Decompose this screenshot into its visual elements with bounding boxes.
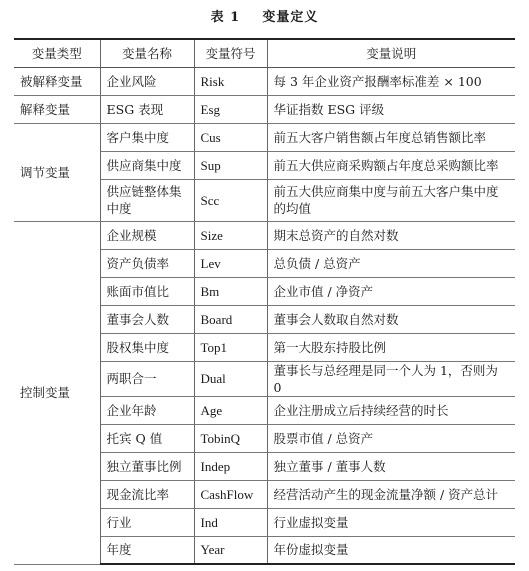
variable-name-cell: 账面市值比 [100, 277, 194, 305]
variable-description-cell: 企业市值 / 净资产 [267, 277, 515, 305]
table-row [14, 67, 515, 95]
variable-name-cell: 客户集中度 [100, 123, 194, 151]
variable-name-cell: ESG 表现 [100, 95, 194, 123]
variable-name-cell: 股权集中度 [100, 333, 194, 361]
header-variable-description: 变量说明 [267, 39, 515, 67]
variable-symbol-cell: Risk [194, 67, 267, 95]
variable-symbol-cell: Indep [194, 452, 267, 480]
category-cell: 控制变量 [14, 221, 100, 564]
variable-name-cell: 两职合一 [100, 361, 194, 396]
variable-symbol-cell: Bm [194, 277, 267, 305]
variable-name-cell: 供应商集中度 [100, 151, 194, 179]
variable-description-cell: 总负债 / 总资产 [267, 249, 515, 277]
variable-symbol-cell: Lev [194, 249, 267, 277]
variable-name-cell: 董事会人数 [100, 305, 194, 333]
variable-description-cell: 华证指数 ESG 评级 [267, 95, 515, 123]
variable-symbol-cell: TobinQ [194, 424, 267, 452]
variable-description-cell: 前五大供应商采购额占年度总采购额比率 [267, 151, 515, 179]
variable-description-cell: 股票市值 / 总资产 [267, 424, 515, 452]
header-variable-symbol: 变量符号 [194, 39, 267, 67]
variable-symbol-cell: CashFlow [194, 480, 267, 508]
variable-symbol-cell: Scc [194, 179, 267, 221]
variable-description-cell: 董事长与总经理是同一个人为 1，否则为 0 [267, 361, 515, 396]
variable-description-cell: 经营活动产生的现金流量净额 / 资产总计 [267, 480, 515, 508]
header-category: 变量类型 [14, 39, 100, 67]
table-row [14, 221, 515, 249]
table-title: 变量定义 [262, 10, 319, 25]
header-variable-name: 变量名称 [100, 39, 194, 67]
variable-name-cell: 资产负债率 [100, 249, 194, 277]
variable-symbol-cell: Ind [194, 508, 267, 536]
variable-symbol-cell: Top1 [194, 333, 267, 361]
category-cell: 解释变量 [14, 95, 100, 123]
variable-symbol-cell: Age [194, 396, 267, 424]
variable-description-cell: 年份虚拟变量 [267, 536, 515, 564]
variable-name-cell: 企业年龄 [100, 396, 194, 424]
variable-description-cell: 董事会人数取自然对数 [267, 305, 515, 333]
variable-symbol-cell: Esg [194, 95, 267, 123]
category-cell: 被解释变量 [14, 67, 100, 95]
variable-description-cell: 前五大供应商集中度与前五大客户集中度的均值 [267, 179, 515, 221]
variable-description-cell: 独立董事 / 董事人数 [267, 452, 515, 480]
variable-description-cell: 期末总资产的自然对数 [267, 221, 515, 249]
variable-description-cell: 每 3 年企业资产报酬率标准差 × 100 [267, 67, 515, 95]
table-header [14, 39, 515, 67]
variable-description-cell: 第一大股东持股比例 [267, 333, 515, 361]
table-number: 表 1 [210, 10, 241, 25]
variable-name-cell: 独立董事比例 [100, 452, 194, 480]
variable-symbol-cell: Dual [194, 361, 267, 396]
variable-definition-table [14, 38, 515, 565]
variable-name-cell: 现金流比率 [100, 480, 194, 508]
variable-name-cell: 年度 [100, 536, 194, 564]
variable-symbol-cell: Sup [194, 151, 267, 179]
table-row [14, 123, 515, 151]
variable-name-cell: 供应链整体集中度 [100, 179, 194, 221]
variable-symbol-cell: Size [194, 221, 267, 249]
variable-description-cell: 企业注册成立后持续经营的时长 [267, 396, 515, 424]
variable-name-cell: 行业 [100, 508, 194, 536]
variable-name-cell: 企业风险 [100, 67, 194, 95]
table-row [14, 95, 515, 123]
table-body [14, 67, 515, 564]
variable-description-cell: 前五大客户销售额占年度总销售额比率 [267, 123, 515, 151]
variable-description-cell: 行业虚拟变量 [267, 508, 515, 536]
variable-symbol-cell: Cus [194, 123, 267, 151]
header-row [14, 39, 515, 67]
variable-name-cell: 托宾 Q 值 [100, 424, 194, 452]
variable-symbol-cell: Board [194, 305, 267, 333]
variable-name-cell: 企业规模 [100, 221, 194, 249]
category-cell: 调节变量 [14, 123, 100, 221]
table-caption [0, 6, 529, 30]
variable-symbol-cell: Year [194, 536, 267, 564]
